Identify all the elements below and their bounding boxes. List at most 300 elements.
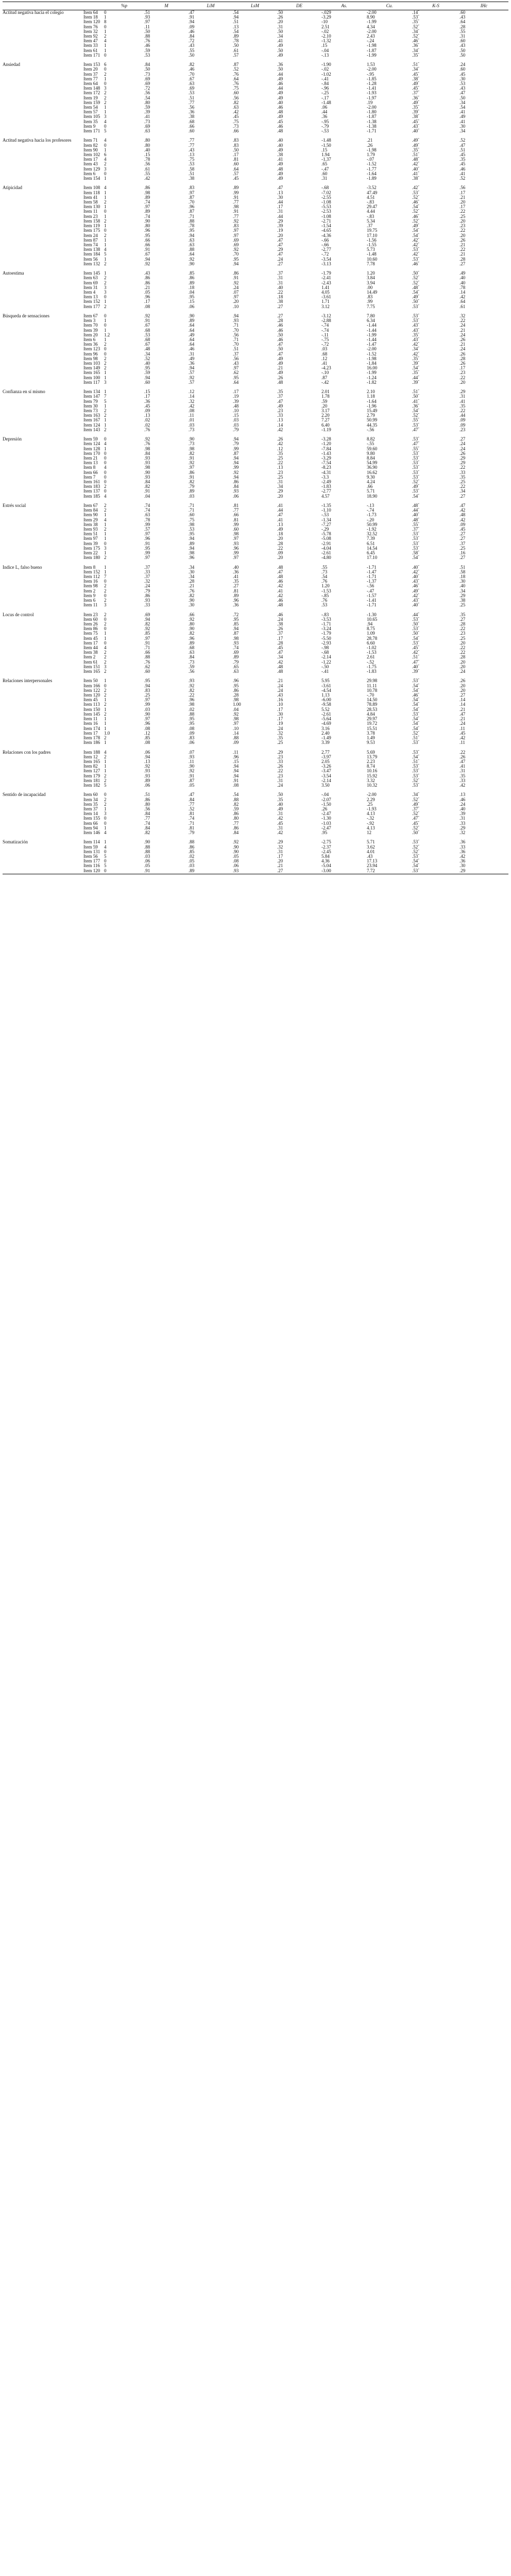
stat-cell: 8.74: [367, 764, 375, 769]
stat-cell: -2.53: [321, 209, 331, 214]
stat-cell: .42: [459, 295, 466, 300]
stat-cell: .69: [144, 612, 150, 617]
stat-cell: .22: [459, 228, 466, 233]
section-spacer: [3, 726, 83, 731]
stat-cell: 6.45: [367, 551, 375, 556]
stat-cell: .23: [459, 224, 466, 229]
table-row: [3, 693, 508, 698]
stat-cell: 2.40: [321, 731, 330, 736]
item-label: Item 34: [83, 797, 98, 802]
stat-cell: .46: [459, 166, 466, 172]
stat-cell: .94: [189, 20, 195, 25]
stat-cell: 0: [104, 437, 107, 442]
item-label: Item 14: [83, 811, 98, 817]
table-row: [3, 821, 508, 826]
item-label: Item 82: [83, 764, 98, 769]
section-spacer: [3, 262, 83, 266]
stat-cell: -1.52: [367, 351, 377, 357]
stat-cell: .68: [321, 351, 328, 357]
stat-cell: -1.57: [367, 593, 377, 598]
item-label: Item 26: [83, 622, 98, 627]
stat-cell: .86: [189, 844, 195, 850]
stat-cell: .45*: [412, 646, 420, 651]
stat-cell: .53*: [412, 465, 420, 470]
stat-cell: .42: [459, 517, 466, 522]
stat-cell: .76: [233, 81, 239, 87]
stat-cell: .93: [144, 474, 150, 480]
stat-cell: .43*: [412, 328, 420, 333]
section-spacer: [3, 513, 83, 517]
stat-cell: .34: [459, 129, 466, 134]
item-label: Item 41: [83, 195, 98, 200]
stat-cell: -1.48: [367, 252, 377, 257]
table-row: [3, 792, 508, 797]
section-gap: [3, 788, 508, 792]
stat-cell: .63: [233, 105, 239, 110]
stat-cell: .82: [189, 480, 195, 484]
stat-cell: -2.14: [321, 655, 331, 660]
stat-cell: .37: [233, 351, 239, 357]
stat-cell: 3: [104, 285, 107, 290]
item-label: Item 108: [83, 185, 100, 191]
item-label: Item 38: [83, 522, 98, 527]
stat-cell: .43: [277, 693, 283, 698]
section-gap: [3, 499, 508, 503]
stat-cell: .92: [233, 280, 239, 285]
table-row: [3, 281, 508, 285]
stat-cell: .33: [144, 603, 150, 608]
stat-cell: .22: [459, 465, 466, 470]
stat-cell: .77: [189, 143, 195, 148]
stat-cell: 7.27: [321, 418, 330, 423]
item-label: Item 131: [83, 849, 100, 854]
item-label: Item 185: [83, 494, 100, 499]
stat-cell: .90: [144, 711, 150, 717]
stat-cell: .77: [233, 214, 239, 219]
stat-cell: .11: [233, 750, 239, 755]
item-label: Item 90: [83, 513, 98, 518]
stat-cell: 4.24: [367, 480, 375, 484]
table-row: [3, 290, 508, 295]
stat-cell: .50*: [412, 830, 420, 835]
stat-cell: .27: [459, 693, 466, 698]
item-label: Item 11: [83, 209, 98, 214]
stat-cell: .43*: [412, 323, 420, 328]
section-spacer: [3, 665, 83, 669]
stat-cell: .35*: [412, 53, 420, 58]
stat-cell: .72: [144, 86, 150, 91]
item-label: Item 161: [83, 480, 100, 484]
stat-cell: .87: [321, 375, 328, 380]
table-row: [3, 328, 508, 333]
stat-cell: -1.99: [367, 20, 377, 25]
stat-cell: -2.77: [321, 489, 331, 494]
stat-cell: 59.60: [367, 446, 378, 451]
stat-cell: .89: [189, 489, 195, 494]
stat-cell: .38*: [412, 114, 420, 120]
stat-cell: 6.51: [367, 541, 375, 546]
table-row: [3, 731, 508, 736]
table-row: [3, 228, 508, 233]
stat-cell: .31: [277, 209, 283, 214]
stat-cell: .83: [367, 295, 373, 300]
stat-cell: .53: [144, 332, 150, 337]
stat-cell: 6.60: [367, 640, 375, 646]
stat-cell: .48: [277, 129, 283, 134]
stat-cell: 2: [104, 797, 107, 802]
table-row: [3, 579, 508, 584]
stat-cell: .40*: [412, 603, 420, 608]
stat-cell: 5.52: [321, 707, 330, 712]
section-spacer: [3, 110, 83, 114]
stat-cell: .86: [233, 825, 239, 831]
stat-cell: .57: [189, 370, 195, 376]
stat-cell: .08: [189, 726, 195, 731]
stat-cell: .03: [189, 863, 195, 869]
stat-cell: 3: [104, 664, 107, 669]
stat-cell: .27: [459, 532, 466, 537]
stat-cell: .14: [233, 731, 239, 736]
stat-cell: .53*: [412, 640, 420, 646]
stat-cell: .77: [189, 100, 195, 105]
stat-cell: .08: [144, 740, 150, 745]
stat-cell: 3: [104, 546, 107, 551]
stat-cell: .74: [144, 821, 150, 826]
stat-cell: .89: [233, 593, 239, 598]
stat-cell: -3.61: [321, 683, 331, 688]
table-row: [3, 295, 508, 299]
stat-cell: .23: [277, 408, 283, 413]
stat-cell: 3.94: [367, 280, 375, 285]
stat-cell: .41: [459, 171, 466, 176]
table-row: [3, 129, 508, 133]
section-spacer: [3, 518, 83, 522]
stat-cell: 2: [104, 91, 107, 96]
item-label: Item 77: [83, 76, 98, 81]
stat-cell: .91: [144, 247, 150, 252]
stat-cell: .91: [233, 276, 239, 281]
item-label: Item 188: [83, 750, 100, 755]
stat-cell: .60: [233, 527, 239, 532]
stat-cell: .36: [321, 114, 328, 120]
stat-cell: .98: [233, 717, 239, 722]
stat-cell: .85: [144, 735, 150, 740]
stat-cell: -4.31: [321, 470, 331, 475]
stat-cell: .45: [233, 176, 239, 181]
stat-cell: .98: [189, 522, 195, 527]
stat-cell: -1.41: [367, 86, 377, 91]
stat-cell: .81: [233, 157, 239, 162]
stat-cell: .24: [277, 783, 283, 788]
stat-cell: .87: [233, 631, 239, 636]
stat-cell: 0: [104, 683, 107, 688]
item-label: Item 103: [83, 361, 100, 366]
table-row: [3, 233, 508, 238]
stat-cell: .03: [189, 422, 195, 428]
stat-cell: .47: [459, 91, 466, 96]
stat-cell: .47: [459, 711, 466, 717]
stat-cell: .24: [459, 721, 466, 726]
stat-cell: .94: [233, 437, 239, 442]
stat-cell: .35*: [412, 356, 420, 361]
stat-cell: .91: [233, 209, 239, 214]
table-row: [3, 831, 508, 835]
stat-cell: 1: [104, 176, 107, 181]
item-label: Item 56: [83, 854, 98, 859]
stat-cell: 1: [104, 679, 107, 684]
table-row: [3, 389, 508, 394]
stat-cell: 2: [104, 413, 107, 418]
stat-cell: .54*: [412, 717, 420, 722]
stat-cell: .06: [321, 105, 328, 110]
stat-cell: .35: [277, 451, 283, 456]
stat-cell: .53: [189, 162, 195, 167]
stat-cell: -3.61: [321, 295, 331, 300]
stat-cell: .84: [189, 34, 195, 39]
table-row: [3, 29, 508, 34]
table-row: [3, 243, 508, 247]
stat-cell: .51: [189, 171, 195, 176]
stat-cell: .45: [277, 119, 283, 124]
item-label: Item 180: [83, 555, 100, 561]
table-row: [3, 162, 508, 166]
table-row: [3, 594, 508, 598]
stat-cell: .21: [459, 717, 466, 722]
section-name: Estrés social: [3, 503, 26, 508]
stat-cell: .41: [277, 39, 283, 44]
stat-cell: .93: [233, 640, 239, 646]
stat-cell: 7.72: [367, 868, 375, 873]
table-row: [3, 484, 508, 489]
stat-cell: .93: [144, 15, 150, 20]
stat-cell: .03: [233, 422, 239, 428]
stat-cell: 1: [104, 224, 107, 229]
stat-cell: .28: [277, 640, 283, 646]
stat-cell: .98: [233, 636, 239, 641]
stat-cell: .63: [144, 513, 150, 518]
item-label: Item 18: [83, 15, 98, 20]
stat-cell: .13: [144, 413, 150, 418]
item-label: Item 13: [83, 461, 98, 466]
stat-cell: .31: [459, 34, 466, 39]
stat-cell: .25: [459, 480, 466, 484]
stat-cell: .85: [189, 849, 195, 854]
stat-cell: .20: [277, 233, 283, 238]
stat-cell: 2: [104, 162, 107, 167]
stat-cell: .87: [189, 778, 195, 783]
stat-cell: .33: [277, 759, 283, 764]
stat-cell: .35*: [412, 370, 420, 376]
section-spacer: [3, 219, 83, 224]
section-spacer: [3, 380, 83, 385]
stat-cell: .37*: [412, 806, 420, 811]
item-label: Item 179: [83, 773, 100, 778]
stat-cell: .71: [189, 508, 195, 513]
stat-cell: .42*: [412, 593, 420, 598]
stat-cell: .72: [233, 612, 239, 617]
section-spacer: [3, 148, 83, 152]
stat-cell: -.29: [321, 527, 329, 532]
stat-cell: 1.71: [321, 299, 330, 304]
table-row: [3, 798, 508, 802]
stat-cell: 8.75: [367, 626, 375, 632]
stat-cell: .49*: [412, 100, 420, 105]
stat-cell: .35: [459, 474, 466, 480]
stat-cell: .38: [189, 114, 195, 120]
table-row: [3, 337, 508, 342]
stat-cell: 2: [104, 711, 107, 717]
stat-cell: 17.13: [367, 859, 378, 864]
stat-cell: .26: [459, 337, 466, 342]
stat-cell: .66: [233, 513, 239, 518]
stat-cell: -3.52: [367, 185, 377, 191]
stat-cell: .50: [277, 347, 283, 352]
stat-cell: .39*: [412, 669, 420, 674]
stat-cell: .06: [144, 750, 150, 755]
stat-cell: .31: [277, 24, 283, 29]
stat-cell: -.07: [367, 157, 374, 162]
stat-cell: 7.39: [367, 536, 375, 541]
stat-cell: .97: [144, 20, 150, 25]
stat-cell: .41: [277, 517, 283, 522]
stat-cell: .49: [277, 403, 283, 409]
stat-cell: .30: [277, 711, 283, 717]
item-label: Item 21: [83, 455, 98, 461]
section-spacer: [3, 224, 83, 228]
item-label: Item 119: [83, 224, 100, 229]
stat-cell: .57: [233, 171, 239, 176]
stat-cell: 2: [104, 669, 107, 674]
stat-cell: .88: [189, 711, 195, 717]
table-row: [3, 77, 508, 81]
table-row: [3, 769, 508, 773]
stat-cell: .90: [189, 598, 195, 603]
stat-cell: .56: [144, 91, 150, 96]
section-spacer: [3, 29, 83, 34]
stat-cell: .86: [233, 480, 239, 484]
stat-cell: .75: [233, 86, 239, 91]
stat-cell: -4.54: [321, 688, 331, 693]
stat-cell: 4.05: [321, 290, 330, 295]
stat-cell: .56: [233, 356, 239, 361]
stat-cell: 5.73: [367, 247, 375, 252]
stat-cell: .34*: [412, 29, 420, 34]
stat-cell: .45: [277, 821, 283, 826]
stat-cell: .23: [277, 754, 283, 759]
stat-cell: 5.71: [367, 840, 375, 845]
stat-cell: .66: [367, 484, 373, 489]
table-row: [3, 357, 508, 361]
section-spacer: [3, 859, 83, 863]
stat-cell: .60: [144, 669, 150, 674]
stat-cell: .24: [459, 669, 466, 674]
stat-cell: .49: [277, 95, 283, 100]
stat-cell: .76: [144, 659, 150, 665]
stat-cell: .04: [233, 707, 239, 712]
stat-cell: 28.78: [367, 636, 378, 641]
stat-cell: .92: [233, 470, 239, 475]
stat-cell: 4: [104, 39, 107, 44]
stat-cell: 2: [104, 408, 107, 413]
stat-cell: .82: [189, 631, 195, 636]
table-row: [3, 361, 508, 366]
stat-cell: -1.64: [367, 399, 377, 404]
stat-cell: -1.98: [367, 43, 377, 48]
stat-cell: .64: [459, 299, 466, 304]
stat-cell: .94: [233, 313, 239, 318]
section-spacer: [3, 603, 83, 607]
stat-cell: .29: [459, 825, 466, 831]
section-spacer: [3, 53, 83, 58]
stat-cell: .93: [144, 455, 150, 461]
stat-cell: .06: [233, 494, 239, 499]
stat-cell: .26: [459, 351, 466, 357]
stat-cell: .25: [459, 603, 466, 608]
stat-cell: .99: [144, 702, 150, 707]
stat-cell: .62: [233, 370, 239, 376]
section-spacer: [3, 484, 83, 489]
stat-cell: .17: [144, 394, 150, 399]
stat-cell: .82: [144, 484, 150, 489]
stat-cell: .53*: [412, 313, 420, 318]
stat-cell: .34*: [412, 347, 420, 352]
stat-cell: 2: [104, 659, 107, 665]
stat-cell: -.52: [367, 659, 374, 665]
stat-cell: .73: [189, 659, 195, 665]
stat-cell: .08: [233, 783, 239, 788]
table-row: [3, 669, 508, 674]
stat-cell: .48: [233, 403, 239, 409]
stat-cell: .54*: [412, 702, 420, 707]
stat-cell: -7.84: [321, 446, 331, 451]
stat-cell: .59: [321, 399, 328, 404]
stat-cell: .40*: [412, 129, 420, 134]
stat-cell: .99: [233, 446, 239, 451]
item-label: Item 166: [83, 683, 100, 688]
item-label: Item 143: [83, 427, 100, 432]
stat-cell: .55*: [412, 418, 420, 423]
table-row: [3, 532, 508, 536]
stat-cell: .48*: [412, 157, 420, 162]
section-gap: [3, 674, 508, 679]
stat-cell: 1.94: [321, 152, 330, 158]
table-header-row: [3, 2, 508, 10]
section-gap: [3, 560, 508, 565]
stat-cell: .75: [189, 157, 195, 162]
stat-cell: .25: [459, 546, 466, 551]
stat-cell: -2.00: [367, 105, 377, 110]
stat-cell: 2: [104, 304, 107, 309]
item-label: Item 45: [83, 636, 98, 641]
stat-cell: .86: [233, 811, 239, 817]
section-spacer: [3, 774, 83, 778]
stat-cell: .97: [189, 465, 195, 470]
stat-cell: .41: [459, 119, 466, 124]
stat-cell: .41: [459, 110, 466, 115]
stat-cell: .92: [233, 247, 239, 252]
item-label: Item 37: [83, 72, 98, 77]
stat-cell: .77: [189, 802, 195, 807]
stat-cell: 2.01: [321, 389, 330, 395]
stat-cell: 1: [104, 403, 107, 409]
item-label: Item 132: [83, 261, 100, 266]
stat-cell: .89: [189, 318, 195, 324]
section-spacer: [3, 570, 83, 574]
stat-cell: .98: [233, 532, 239, 537]
stat-cell: .14: [277, 422, 283, 428]
stat-cell: .08: [144, 304, 150, 309]
stat-cell: .18: [277, 295, 283, 300]
